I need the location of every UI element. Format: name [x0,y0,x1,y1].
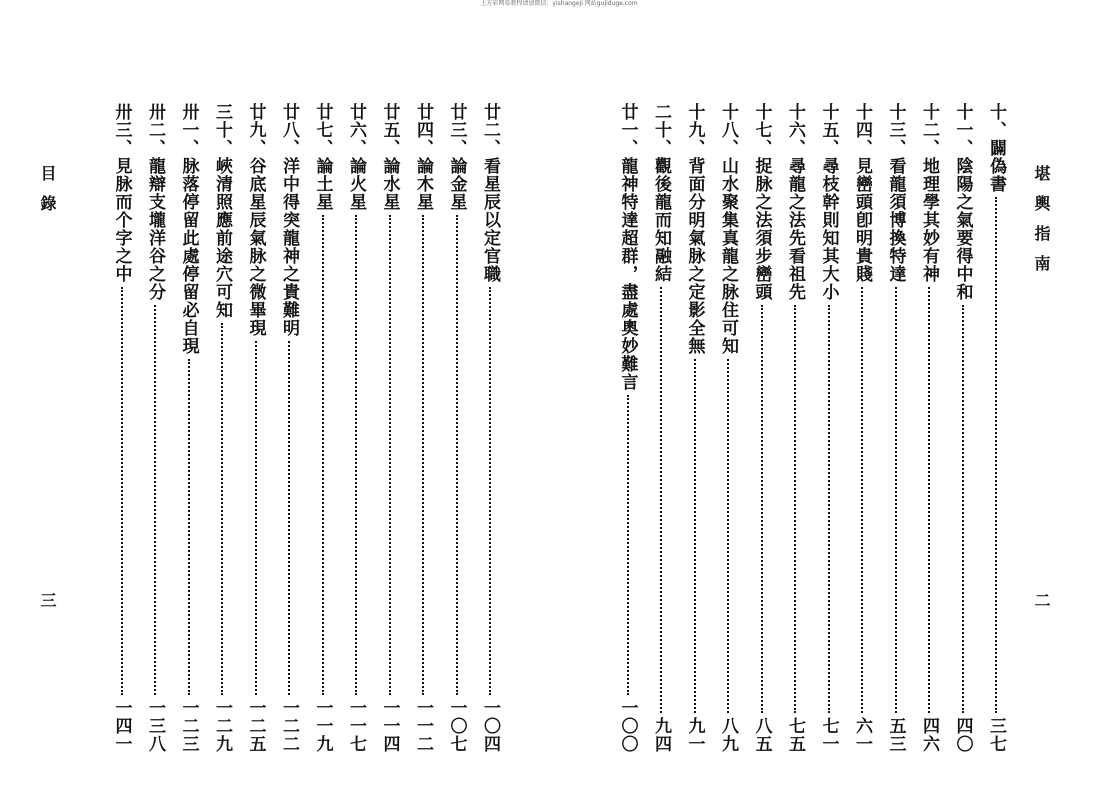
toc-dot-leader [255,341,257,695]
toc-dot-leader [727,359,729,713]
toc-entry-page-number: 六一 [852,717,872,753]
toc-entry [818,103,840,753]
toc-dot-leader [694,359,696,713]
toc-entry-number: 十二、 [919,103,939,157]
toc-entry-number: 十八、 [718,103,738,157]
toc-entry [784,103,806,753]
toc-entry [312,103,334,753]
toc-entry-title: 峽清照應前途穴可知 [212,157,232,319]
toc-dot-leader [456,215,458,695]
toc-entry [617,103,639,753]
toc-entry-title: 洋中得突龍神之貴難明 [279,157,299,337]
toc-entry [278,103,300,753]
toc-dot-leader [422,215,424,695]
toc-entry-page-number: 一四一 [111,699,132,753]
toc-entry [144,103,166,753]
toc-entry-page-number: 一一七 [346,699,366,753]
folio-right: 二 [1032,592,1051,608]
toc-entry-page-number: 一二九 [212,699,232,753]
toc-entry [211,103,233,753]
toc-dot-leader [861,287,863,713]
toc-entry-page-number: 一一二 [413,699,433,753]
toc-entry-title: 地理學其妙有神 [919,157,939,283]
toc-dot-leader [288,341,290,695]
toc-entry [178,103,200,753]
toc-entry [345,103,367,753]
toc-entry-page-number: 四〇 [952,717,973,753]
toc-entry-title: 山水聚集真龍之脉住可知 [718,157,738,355]
toc-entry-number: 十一、 [952,103,973,157]
toc-entry-title: 論金星 [446,157,467,211]
toc-entry-page-number: 一二五 [245,699,266,753]
toc-entry [245,103,267,753]
toc-entry [684,103,706,753]
toc-entry-title: 陰陽之氣要得中和 [952,157,973,301]
toc-entry-page-number: 八五 [751,717,772,753]
toc-dot-leader [928,287,930,713]
toc-entry-number: 十九、 [684,103,705,157]
toc-entry [717,103,739,753]
toc-dot-leader [188,359,190,695]
toc-entry-title: 看星辰以定官職 [480,157,500,283]
toc-entry-title: 尋枝幹則知其大小 [818,157,839,301]
toc-entry-number: 廿六、 [346,103,366,157]
toc-entry-number: 廿九、 [245,103,266,157]
toc-dot-leader [895,287,897,713]
toc-dot-leader [355,215,357,695]
toc-entry-number: 廿一、 [617,103,638,157]
toc-entry-page-number: 一〇四 [480,699,500,753]
toc-entry-number: 廿七、 [312,103,333,157]
toc-entry-number: 廿二、 [480,103,500,157]
toc-dot-leader [761,305,763,713]
toc-entry-number: 十六、 [785,103,805,157]
toc-entry [650,103,672,753]
top-watermark-note: 上方彩网易教程请加微信：yishangeji 网站gujiduge.com [480,0,638,7]
toc-entry-page-number: 一〇七 [446,699,467,753]
toc-dot-leader [660,287,662,713]
toc-entry-number: 十四、 [852,103,872,157]
toc-entry-number: 廿四、 [413,103,433,157]
toc-entry-title: 龍神特達超群，盡處奧妙難言 [617,157,638,391]
toc-entry-number: 卅三、 [111,103,132,157]
toc-entry [446,103,468,753]
toc-entry-title: 龍辯支壠洋谷之分 [145,157,165,301]
toc-entry-number: 二十、 [651,103,671,157]
toc-entry-page-number: 一一四 [379,699,400,753]
toc-dot-leader [828,305,830,713]
toc-entry-title: 尋龍之法先看祖先 [785,157,805,301]
toc-dot-leader [995,197,997,713]
toc-entry-number: 十三、 [885,103,906,157]
toc-entry-title: 見脉而个字之中 [111,157,132,283]
folio-left: 三 [38,592,57,608]
toc-dot-leader [322,215,324,695]
toc-entry-number: 廿八、 [279,103,299,157]
toc-entry-number: 十、 [986,103,1006,139]
toc-dot-leader [627,395,629,695]
toc-entry-title: 論土星 [312,157,333,211]
toc-entry [111,103,133,753]
toc-entry-page-number: 一一九 [312,699,333,753]
toc-entry-number: 十七、 [751,103,772,157]
toc-entry-page-number: 一二三 [178,699,199,753]
toc-entry-title: 看龍須博換特達 [885,157,906,283]
toc-entry-number: 十五、 [818,103,839,157]
toc-entry-number: 廿三、 [446,103,467,157]
toc-entry-title: 背面分明氣脉之定影全無 [684,157,705,355]
toc-dot-leader [221,323,223,695]
toc-entry-title: 論木星 [413,157,433,211]
toc-entry-title: 見巒頭卽明貴賤 [852,157,872,283]
toc-entry-page-number: 九四 [651,717,671,753]
toc-entry [379,103,401,753]
toc-entry-title: 論火星 [346,157,366,211]
toc-entry-page-number: 一三八 [145,699,165,753]
running-title-right: 堪輿指南 [1032,165,1051,285]
toc-entry-title: 闢偽書 [986,139,1006,193]
toc-entry [985,103,1007,753]
toc-dot-leader [962,305,964,713]
toc-entry-page-number: 一〇〇 [617,699,638,753]
toc-entry-title: 谷底星辰氣脉之微畢現 [245,157,266,337]
toc-entry-number: 三十、 [212,103,232,157]
toc-dot-leader [154,305,156,695]
toc-entry [851,103,873,753]
toc-entry-page-number: 八九 [718,717,738,753]
toc-entry-page-number: 一二二 [279,699,299,753]
toc-dot-leader [489,287,491,695]
toc-entry [751,103,773,753]
toc-entry-page-number: 五三 [885,717,906,753]
toc-entry [479,103,501,753]
toc-entry-page-number: 七一 [818,717,839,753]
toc-entry-number: 卅一、 [178,103,199,157]
toc-entry-title: 觀後龍而知融結 [651,157,671,283]
toc-dot-leader [389,215,391,695]
running-title-left: 目錄 [38,165,57,225]
toc-entry-title: 捉脉之法須步巒頭 [751,157,772,301]
toc-entry [885,103,907,753]
toc-entry-title: 脉落停留此處停留必自現 [178,157,199,355]
toc-entry [918,103,940,753]
toc-entry-page-number: 四六 [919,717,939,753]
toc-entry-title: 論水星 [379,157,400,211]
toc-dot-leader [794,305,796,713]
toc-entry-page-number: 七五 [785,717,805,753]
toc-entry-number: 卅二、 [145,103,165,157]
toc-entry-number: 廿五、 [379,103,400,157]
toc-entry-page-number: 九一 [684,717,705,753]
toc-dot-leader [121,287,123,695]
toc-entry [412,103,434,753]
toc-entry [952,103,974,753]
toc-entry-page-number: 三七 [986,717,1006,753]
